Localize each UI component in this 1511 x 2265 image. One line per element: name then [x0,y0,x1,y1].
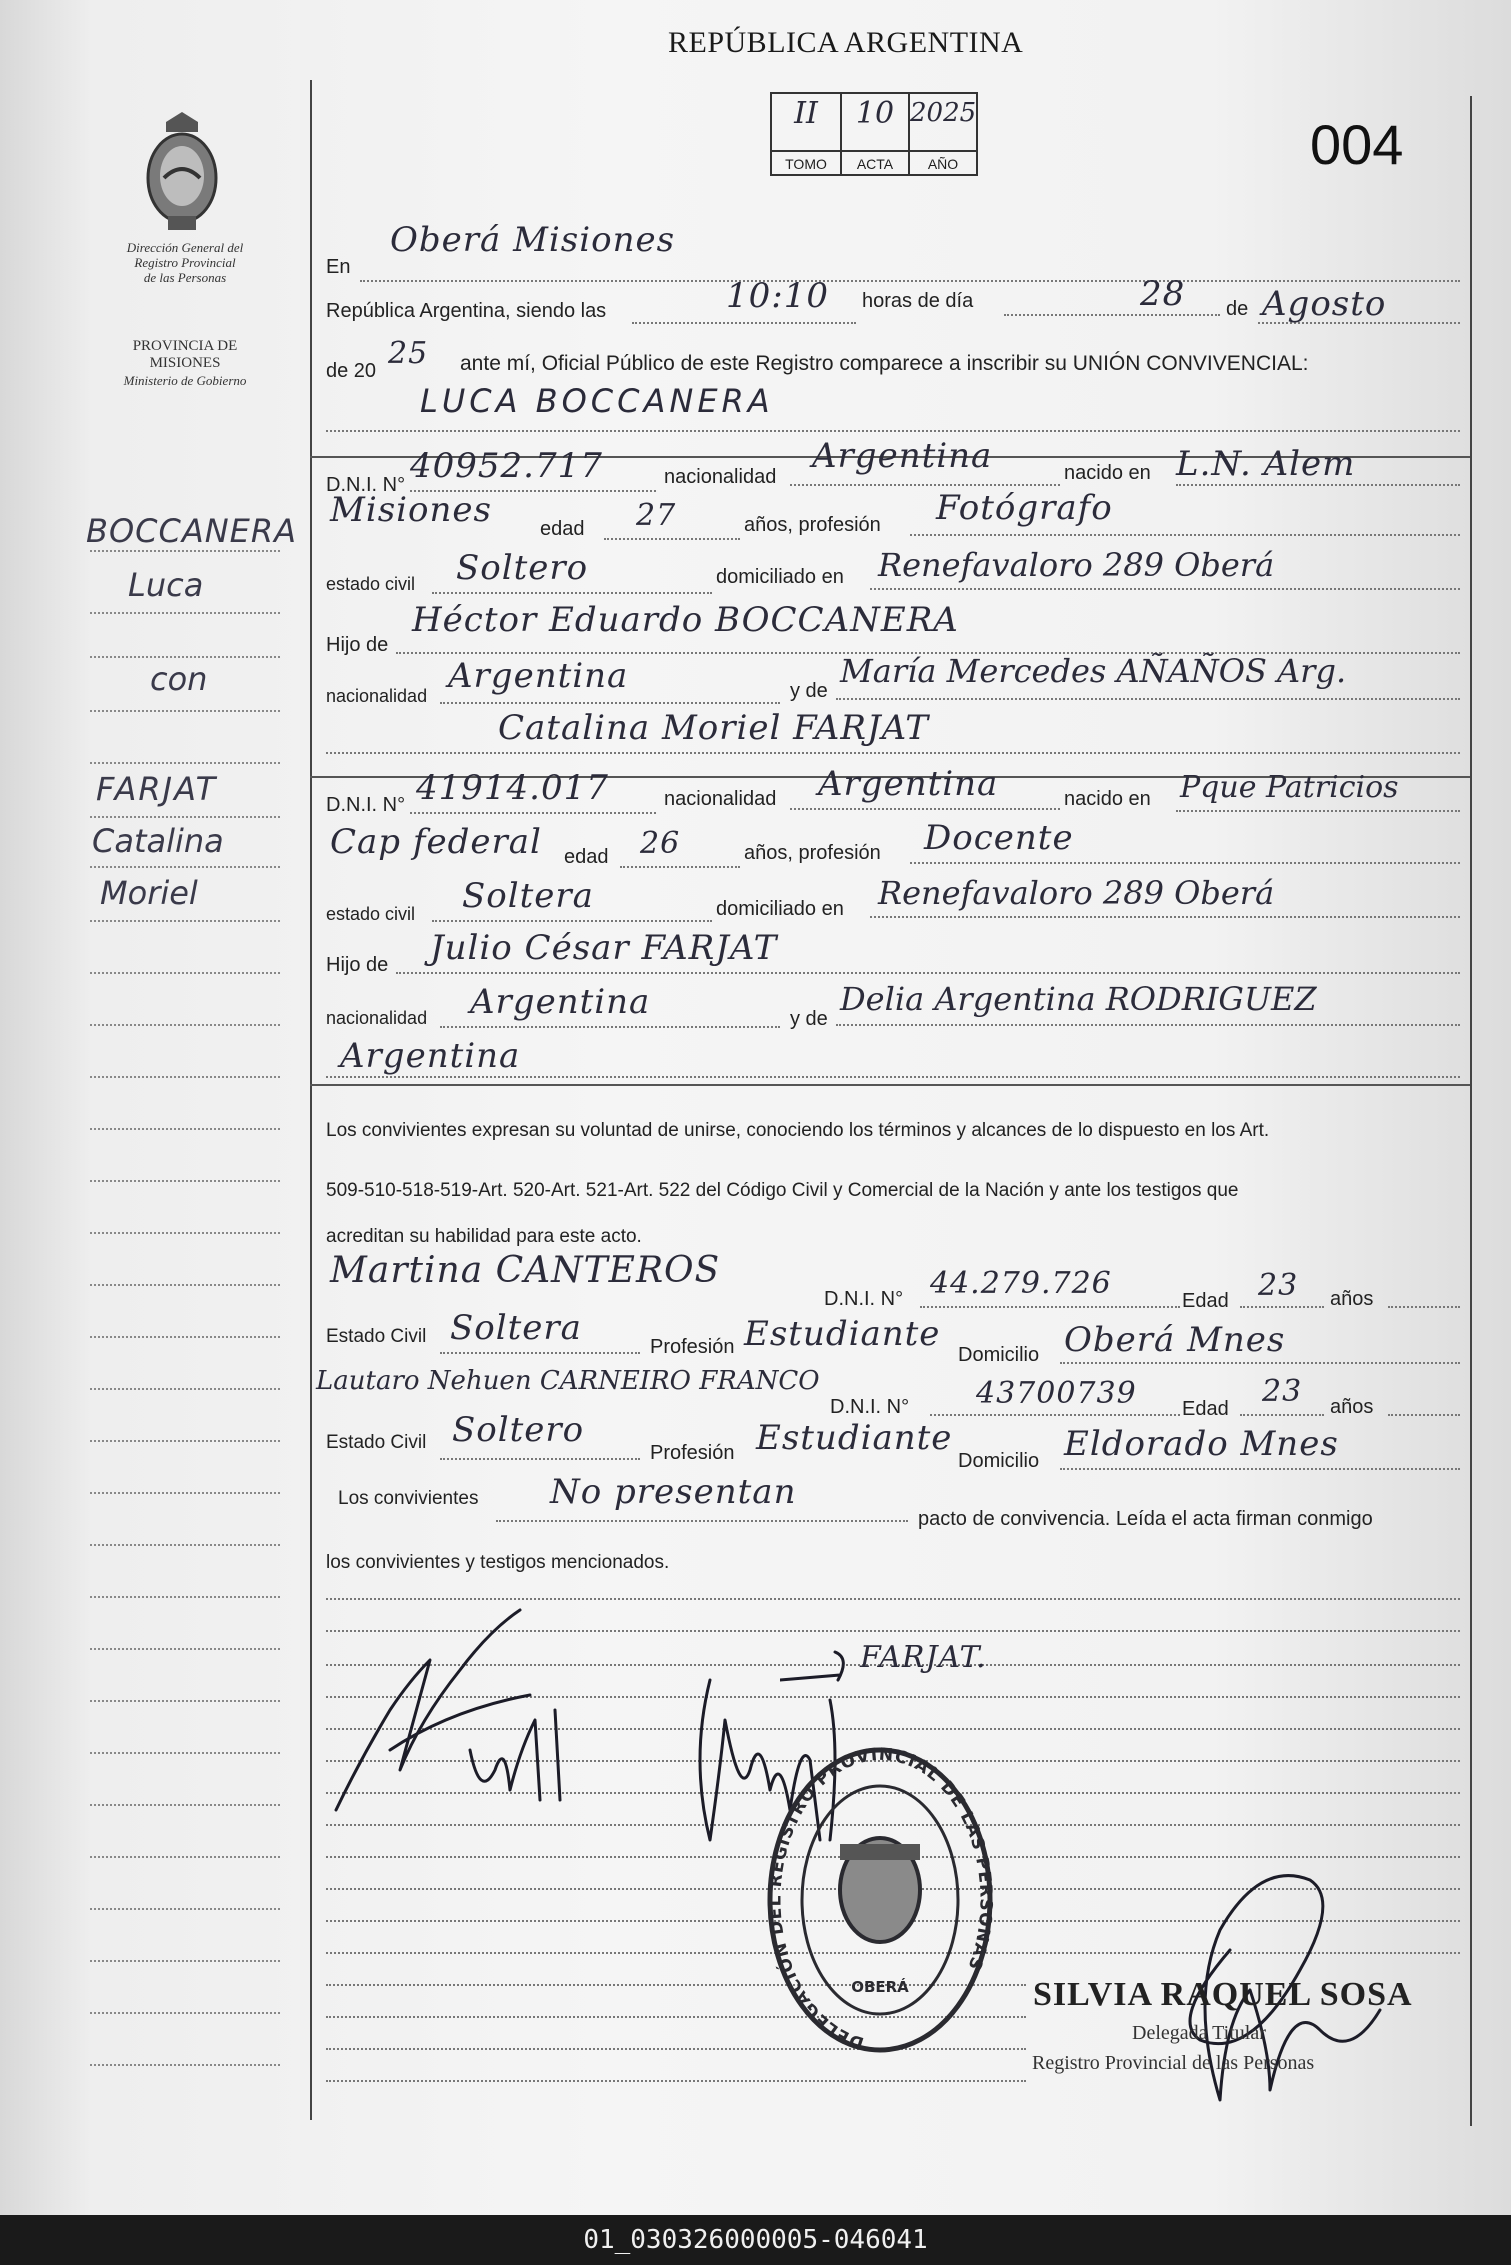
w2-years-label: años [1330,1396,1374,1418]
margin-line [90,1908,280,1910]
margin-line [90,816,280,818]
margin-line [90,972,280,974]
fill-line [432,592,712,594]
fill-line [326,752,1460,754]
w1-dni-label: D.N.I. N° [824,1288,904,1310]
en-label: En [326,256,351,278]
margin-line [90,866,280,868]
ante-label: ante mí, Oficial Público de este Registro comparece a inscribir su UNIÓN CONVIVENCIAL: [460,352,1309,375]
tomo-acta-year-box [770,92,978,176]
fill-line [1240,1306,1324,1308]
fill-line [1176,484,1460,486]
p2-profession-value: Docente [924,818,1074,858]
p2-address-value: Renefavaloro 289 Oberá [878,874,1275,912]
margin-line [90,1284,280,1286]
year-value: 2025 [910,98,977,128]
fill-line [1004,314,1220,316]
pact-value: No presentan [550,1472,797,1512]
p1-father-nat-value: Argentina [448,656,629,696]
w1-dni-value: 44.279.726 [930,1266,1112,1301]
acta-value: 10 [855,96,895,131]
p1-nationality-label: nacionalidad [664,466,777,488]
fill-line [790,484,1060,486]
p1-profession-value: Fotógrafo [936,488,1113,528]
margin-line [90,612,280,614]
right-frame-line [1470,96,1472,2126]
fill-line [920,1306,1180,1308]
w1-civil-value: Soltera [450,1308,582,1348]
fill-line [432,920,712,922]
margin-con: con [150,660,208,698]
year-cell [910,94,976,176]
p2-mother-label: y de [790,1008,828,1030]
margin-line [90,1960,280,1962]
margin-line [90,710,280,712]
margin-line [90,1232,280,1234]
declaration-line-2: 509-510-518-519-Art. 520-Art. 521-Art. 522 del Código Civil y Comercial de la Nación y ante los testigos que [326,1180,1239,1201]
p2-father-value: Julio César FARJAT [430,928,778,968]
w1-age-label: Edad [1182,1290,1229,1312]
margin-line [90,1128,280,1130]
declaration-line-3: acreditan su habilidad para este acto. [326,1226,642,1247]
margin-line [90,1700,280,1702]
margin-line [90,1544,280,1546]
year-label: AÑO [910,150,976,176]
conv-label: Los convivientes [338,1488,479,1509]
w2-age-value: 23 [1262,1374,1303,1409]
fill-line [910,862,1460,864]
margin-line [90,1856,280,1858]
pact-label: pacto de convivencia. Leída el acta firman conmigo [918,1508,1373,1530]
margin-line [90,1336,280,1338]
closing-line-2: los convivientes y testigos mencionados. [326,1552,670,1573]
month-value: Agosto [1262,284,1387,324]
fill-line [836,1024,1460,1026]
year-suffix: 25 [388,336,429,371]
p1-birthplace-a: L.N. Alem [1176,444,1356,484]
fill-line [870,916,1460,918]
fill-line [440,1458,640,1460]
margin-name-3: Moriel [100,874,198,912]
p2-mother-nat-value: Argentina [340,1036,521,1076]
time-value: 10:10 [726,276,829,316]
official-role: Delegada Titular [1132,2022,1266,2044]
day-value: 28 [1140,274,1186,314]
margin-line [90,1804,280,1806]
fill-line [1240,1414,1324,1416]
fill-line [604,538,740,540]
p1-dni-label: D.N.I. N° [326,474,406,496]
w1-address-label: Domicilio [958,1344,1040,1366]
p2-dni-value: 41914.017 [416,768,609,808]
document-id: 01_030326000005-046041 [0,2215,1511,2265]
p2-birthplace-b: Cap federal [330,822,542,862]
w2-profession-label: Profesión [650,1442,735,1464]
margin-line [90,1024,280,1026]
margin-line [90,1076,280,1078]
p1-father-label: Hijo de [326,634,389,656]
p2-mother-value: Delia Argentina RODRIGUEZ [840,980,1317,1018]
p1-age-value: 27 [636,498,677,533]
p1-father-nat-label: nacionalidad [326,686,428,706]
province-caption [100,338,270,389]
official-org: Registro Provincial de las Personas [1032,2052,1315,2074]
p1-civil-value: Soltero [456,548,589,588]
p1-dni-value: 40952.717 [410,446,603,486]
farjat-signature-text: FARJAT. [860,1640,987,1675]
p1-birthplace-b: Misiones [330,490,492,530]
fill-line [360,280,1460,282]
p2-nationality-value: Argentina [818,764,999,804]
w2-name-value: Lautaro Nehuen CARNEIRO FRANCO [316,1366,820,1396]
margin-name-1: Luca [128,566,204,604]
w2-civil-label: Estado Civil [326,1432,427,1453]
margin-line [90,1180,280,1182]
margin-line [90,1388,280,1390]
p2-nationality-label: nacionalidad [664,788,777,810]
p1-address-label: domiciliado en [716,566,844,588]
year-prefix: de 20 [326,360,377,382]
seal-caption-line: de las Personas [143,270,227,285]
w2-civil-value: Soltero [452,1410,585,1450]
fill-line [930,1414,1180,1416]
w2-age-label: Edad [1182,1398,1229,1420]
p2-address-label: domiciliado en [716,898,844,920]
fill-line [1060,1362,1460,1364]
margin-line [90,2012,280,2014]
p2-birthplace-a: Pque Patricios [1180,770,1399,805]
p2-father-nat-value: Argentina [470,982,651,1022]
fill-line [410,812,656,814]
fill-line [1388,1306,1460,1308]
declaration-line-1: Los convivientes expresan su voluntad de unirse, conociendo los términos y alcances de lo dispuesto en los Art. [326,1120,1270,1141]
w1-profession-value: Estudiante [744,1314,941,1354]
fill-line [440,1026,780,1028]
fill-line [440,702,780,704]
p2-dni-label: D.N.I. N° [326,794,406,816]
margin-line [90,1492,280,1494]
stamp-city: OBERÁ [851,1978,909,1996]
official-stamp-icon [760,1740,1000,2060]
p1-profession-label: años, profesión [744,514,881,536]
margin-line [90,920,280,922]
fill-line [326,2080,1026,2082]
w1-address-value: Oberá Mnes [1064,1320,1286,1360]
de-label: de [1226,298,1249,320]
republica-label: República Argentina, siendo las [326,300,607,322]
fill-line [440,1352,640,1354]
fill-line [1388,1414,1460,1416]
fill-line [396,972,1460,974]
w1-age-value: 23 [1258,1268,1299,1303]
fill-line [326,1076,1460,1078]
margin-name-2: Catalina [92,822,224,860]
tomo-value: II [794,96,818,131]
margin-line [90,1752,280,1754]
margin-line [90,550,280,552]
w1-years-label: años [1330,1288,1374,1310]
margin-line [90,762,280,764]
margin-line [90,1648,280,1650]
fill-line [910,534,1460,536]
fill-line [870,588,1460,590]
left-frame-line [310,80,312,2120]
w2-dni-label: D.N.I. N° [830,1396,910,1418]
fill-line [836,698,1460,700]
seal-caption [100,240,270,285]
margin-line [90,656,280,658]
fill-line [620,866,740,868]
fill-line [496,1520,908,1522]
margin-line [90,1596,280,1598]
p1-mother-value: María Mercedes AÑAÑOS Arg. [840,652,1347,690]
p2-father-label: Hijo de [326,954,389,976]
p2-civil-value: Soltera [462,876,594,916]
tomo-label: TOMO [772,150,840,176]
seal-caption-line: Dirección General del [126,240,244,255]
fill-line [1176,810,1460,812]
p2-civil-label: estado civil [326,904,416,924]
w1-civil-label: Estado Civil [326,1326,427,1347]
horas-label: horas de día [862,290,974,312]
p1-born-label: nacido en [1064,462,1151,484]
fill-line [1060,1468,1460,1470]
w1-name-value: Martina CANTEROS [330,1250,721,1291]
p1-address-value: Renefavaloro 289 Oberá [878,546,1275,584]
p2-age-label: edad [564,846,609,868]
act-number: 004 [1310,113,1404,176]
person1-full-name: LUCA BOCCANERA [420,382,774,420]
p1-civil-label: estado civil [326,574,416,594]
province-line: MISIONES [149,355,221,371]
margin-surname-1: BOCCANERA [86,512,297,550]
p1-nationality-value: Argentina [812,436,993,476]
p2-age-value: 26 [640,826,681,861]
w2-profession-value: Estudiante [756,1418,953,1458]
p2-born-label: nacido en [1064,788,1151,810]
w2-address-value: Eldorado Mnes [1064,1424,1339,1464]
stamp-ring-text: DELEGACIÓN DEL REGISTRO PROVINCIAL DE LAS PERSONAS [765,1744,996,2053]
person2-full-name: Catalina Moriel FARJAT [498,708,929,748]
fill-line [326,430,1460,432]
place-value: Oberá Misiones [390,220,676,260]
province-line: PROVINCIA DE [132,338,238,354]
fill-line [632,322,856,324]
seal-caption-line: Registro Provincial [134,255,236,270]
p1-father-value: Héctor Eduardo BOCCANERA [412,600,959,640]
margin-line [90,1440,280,1442]
p1-mother-label: y de [790,680,828,702]
margin-surname-2: FARJAT [96,770,218,808]
tomo-cell [772,94,842,176]
p2-father-nat-label: nacionalidad [326,1008,428,1028]
w1-profession-label: Profesión [650,1336,735,1358]
official-name: SILVIA RAQUEL SOSA [1033,1976,1413,2013]
acta-cell [842,94,910,176]
p1-age-label: edad [540,518,585,540]
fill-line [790,808,1060,810]
country-title: REPÚBLICA ARGENTINA [668,26,1024,59]
section-divider [310,1084,1470,1086]
signature-1 [330,1600,590,1830]
provincial-seal-icon [138,108,226,236]
ministry-line: Ministerio de Gobierno [123,373,247,388]
margin-line [90,2064,280,2066]
acta-label: ACTA [842,150,908,176]
p2-profession-label: años, profesión [744,842,881,864]
w2-address-label: Domicilio [958,1450,1040,1472]
w2-dni-value: 43700739 [976,1376,1137,1411]
